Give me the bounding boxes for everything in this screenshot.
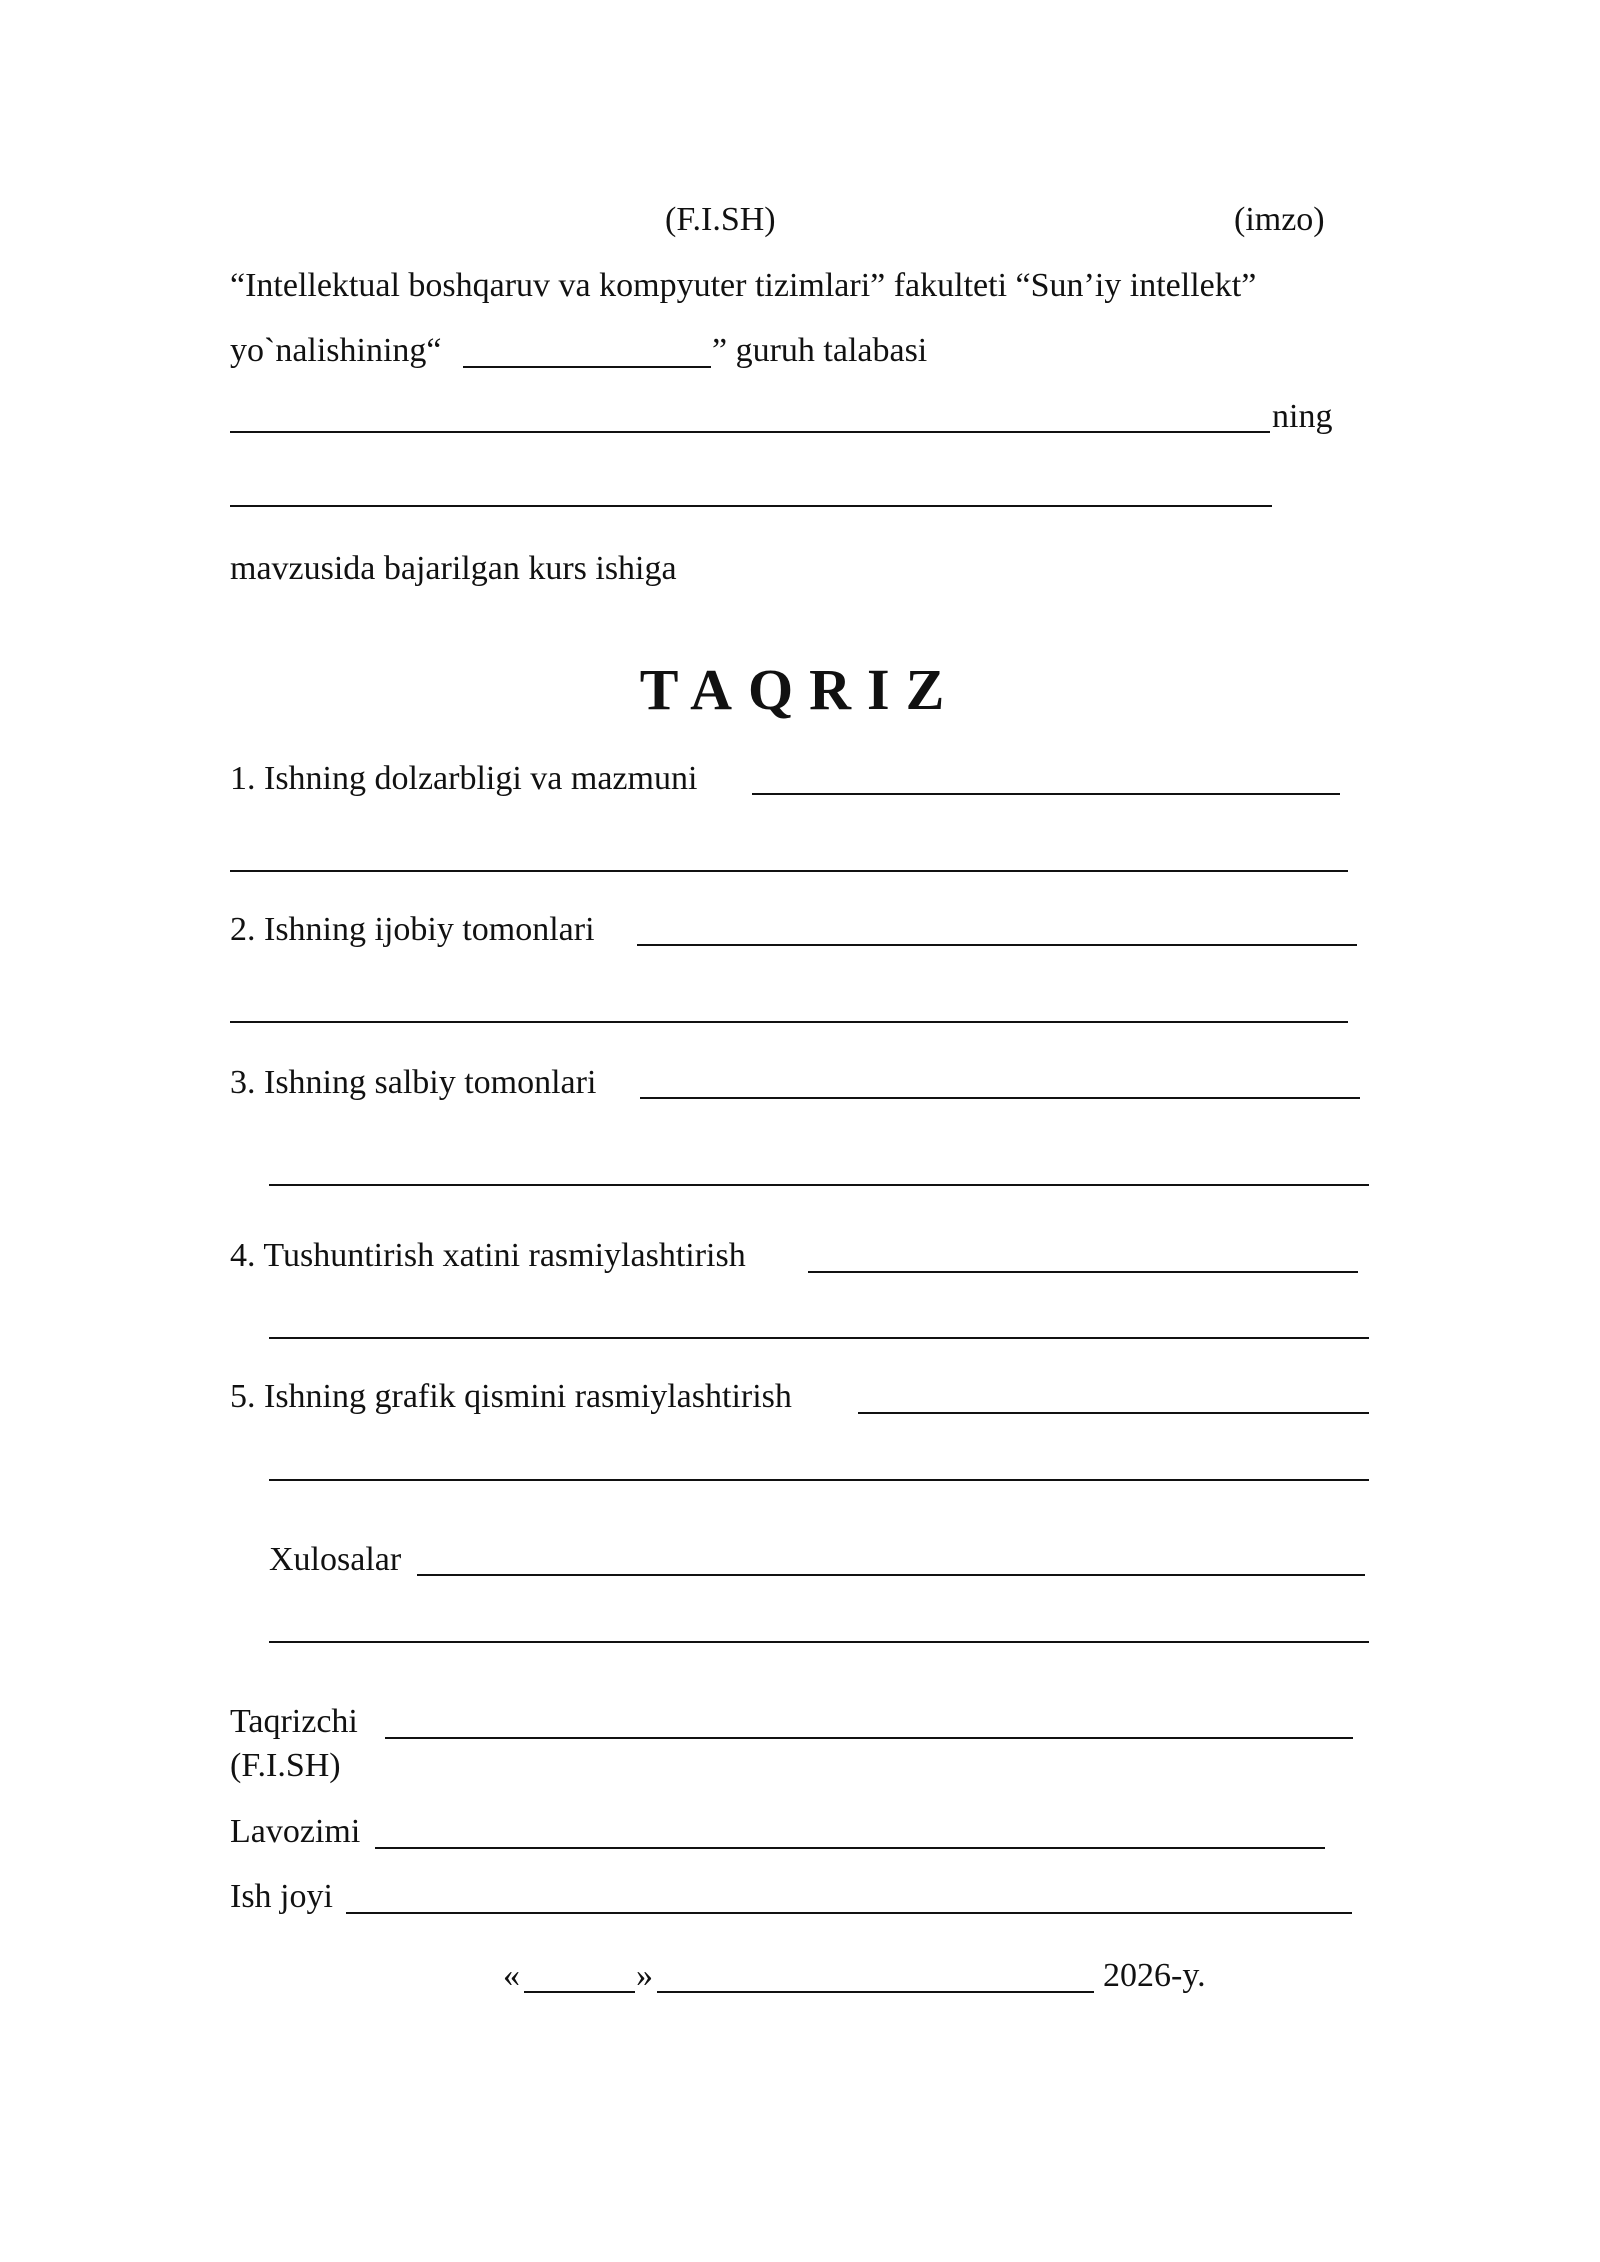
taqrizchi-line[interactable] xyxy=(385,1737,1353,1739)
faculty-line: “Intellektual boshqaruv va kompyuter tizimlari” fakulteti “Sun’iy intellekt” xyxy=(230,267,1257,304)
section-1-inline-line[interactable] xyxy=(752,793,1340,795)
date-close-quote: » xyxy=(636,1957,653,1994)
section-3-line[interactable] xyxy=(269,1184,1369,1186)
section-5-inline-line[interactable] xyxy=(858,1412,1369,1414)
topic-blank-line[interactable] xyxy=(230,505,1272,507)
section-1-label: 1. Ishning dolzarbligi va mazmuni xyxy=(230,760,698,797)
topic-line: mavzusida bajarilgan kurs ishiga xyxy=(230,550,677,587)
page-title: TAQRIZ xyxy=(639,657,961,722)
reviewer-fish-label: (F.I.SH) xyxy=(230,1747,341,1784)
ish-joyi-line[interactable] xyxy=(346,1912,1352,1914)
student-name-line[interactable] xyxy=(230,431,1270,433)
date-open-quote: « xyxy=(503,1957,520,1994)
xulosalar-label: Xulosalar xyxy=(269,1541,402,1578)
section-4-line[interactable] xyxy=(269,1337,1369,1339)
xulosalar-line[interactable] xyxy=(269,1641,1369,1643)
section-4-inline-line[interactable] xyxy=(808,1271,1358,1273)
section-5-line[interactable] xyxy=(269,1479,1369,1481)
lavozimi-label: Lavozimi xyxy=(230,1813,361,1850)
ning-suffix: ning xyxy=(1272,398,1333,435)
direction-prefix: yo`nalishining“ xyxy=(230,332,442,369)
section-3-inline-line[interactable] xyxy=(640,1097,1360,1099)
date-day-line[interactable] xyxy=(524,1991,635,1993)
group-suffix: ” guruh talabasi xyxy=(712,332,928,369)
lavozimi-line[interactable] xyxy=(375,1847,1325,1849)
imzo-label: (imzo) xyxy=(1234,201,1325,238)
section-1-line[interactable] xyxy=(230,870,1348,872)
date-year: 2026-y. xyxy=(1103,1957,1206,1994)
date-month-line[interactable] xyxy=(657,1991,1094,1993)
section-2-line[interactable] xyxy=(230,1021,1348,1023)
fish-label: (F.I.SH) xyxy=(665,201,776,238)
section-4-label: 4. Tushuntirish xatini rasmiylashtirish xyxy=(230,1237,746,1274)
section-2-label: 2. Ishning ijobiy tomonlari xyxy=(230,911,595,948)
section-3-label: 3. Ishning salbiy tomonlari xyxy=(230,1064,597,1101)
group-blank-line[interactable] xyxy=(463,366,711,368)
section-5-label: 5. Ishning grafik qismini rasmiylashtirish xyxy=(230,1378,792,1415)
taqrizchi-label: Taqrizchi xyxy=(230,1703,358,1740)
xulosalar-inline-line[interactable] xyxy=(417,1574,1365,1576)
ish-joyi-label: Ish joyi xyxy=(230,1878,333,1915)
section-2-inline-line[interactable] xyxy=(637,944,1357,946)
